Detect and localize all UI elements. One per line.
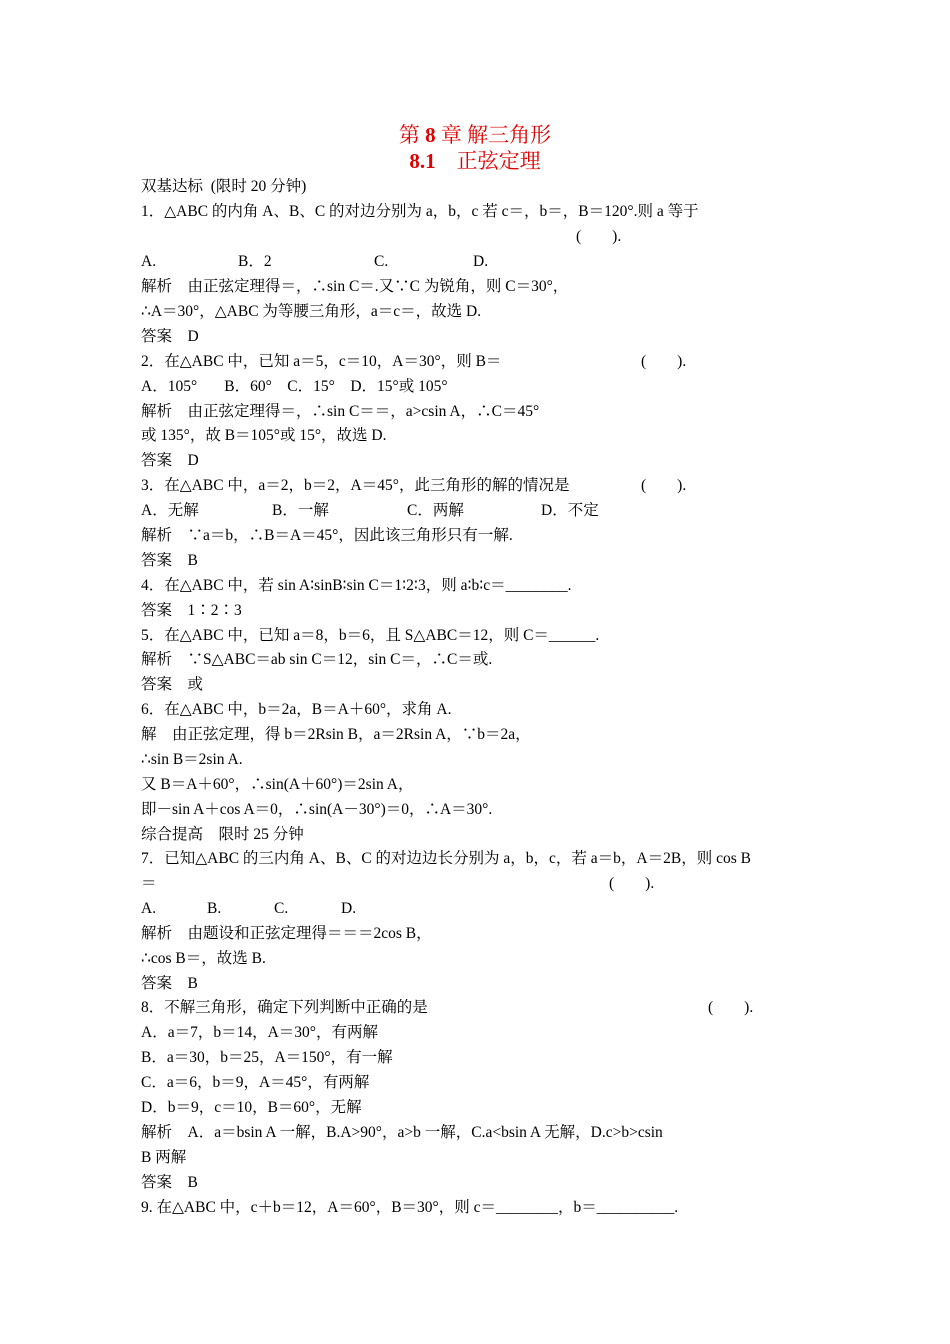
option-3d: D．不定	[541, 502, 599, 519]
option-1b: B．2	[238, 253, 272, 270]
option-8a: A．a＝7，b＝14，A＝30°，有两解	[141, 1024, 378, 1041]
analysis-8-line-2: B 两解	[141, 1149, 187, 1166]
solution-6-line-4: 即－sin A＋cos A＝0，∴sin(A－30°)＝0，∴A＝30°.	[141, 801, 493, 818]
section-heading-basic: 双基达标 (限时 20 分钟)	[141, 178, 307, 195]
analysis-7-line-2: ∴cos B＝，故选 B.	[141, 950, 266, 967]
analysis-5: 解析 ∵S△ABC＝ab sin C＝12，sin C＝，∴C＝或.	[141, 651, 493, 668]
answer-2: 答案 D	[141, 452, 199, 469]
question-9: 9. 在△ABC 中，c＋b＝12，A＝60°，B＝30°，则 c＝________，b＝__________.	[141, 1199, 679, 1216]
options-2: A．105° B．60° C．15° D．15°或 105°	[141, 378, 448, 395]
answer-bracket-1: ( ).	[576, 228, 622, 245]
chapter-title	[0, 122, 950, 148]
section-name: 正弦定理	[456, 149, 541, 173]
option-3c: C．两解	[407, 502, 464, 519]
answer-3: 答案 B	[141, 552, 198, 569]
analysis-2-line-1: 解析 由正弦定理得＝，∴sin C＝＝，a>csin A，∴C＝45°	[141, 403, 540, 420]
option-8c: C．a＝6，b＝9，A＝45°，有两解	[141, 1074, 370, 1091]
analysis-8-line-1: 解析 A．a＝bsin A 一解，B.A>90°，a>b 一解，C.a<bsin A 无解，D.c>b>csin	[141, 1124, 663, 1141]
question-1: 1．△ABC 的内角 A、B、C 的对边分别为 a，b，c 若 c＝，b＝，B＝120°.则 a 等于	[141, 203, 699, 220]
question-5: 5．在△ABC 中，已知 a＝8，b＝6，且 S△ABC＝12，则 C＝______.	[141, 627, 600, 644]
chapter-number: 8	[425, 123, 436, 147]
option-3b: B．一解	[272, 502, 329, 519]
option-7a: A.	[141, 900, 157, 917]
solution-6-line-1: 解 由正弦定理，得 b＝2Rsin B，a＝2Rsin A，∵b＝2a，	[141, 726, 531, 743]
analysis-1-line-2: ∴A＝30°，△ABC 为等腰三角形，a＝c＝，故选 D.	[141, 303, 482, 320]
option-1d: D.	[473, 253, 489, 270]
analysis-3: 解析 ∵a＝b，∴B＝A＝45°，因此该三角形只有一解.	[141, 527, 513, 544]
question-7: 7．已知△ABC 的三内角 A、B、C 的对边边长分别为 a，b，c，若 a＝b，A＝2B，则 cos B	[141, 850, 751, 867]
answer-bracket-3: ( ).	[641, 477, 687, 494]
solution-6-line-3: 又 B＝A＋60°，∴sin(A＋60°)＝2sin A，	[141, 776, 414, 793]
question-2: 2．在△ABC 中，已知 a＝5，c＝10，A＝30°，则 B＝	[141, 353, 502, 370]
section-title	[0, 148, 950, 174]
option-1a: A.	[141, 253, 157, 270]
question-6: 6．在△ABC 中，b＝2a，B＝A＋60°，求角 A.	[141, 701, 452, 718]
answer-4: 答案 1∶2∶3	[141, 602, 242, 619]
analysis-1-line-1: 解析 由正弦定理得＝，∴sin C＝.又∵C 为锐角，则 C＝30°，	[141, 278, 569, 295]
analysis-7-line-1: 解析 由题设和正弦定理得＝＝＝2cos B，	[141, 925, 432, 942]
option-7b: B.	[207, 900, 222, 917]
answer-8: 答案 B	[141, 1174, 198, 1191]
answer-bracket-7: ( ).	[609, 875, 655, 892]
question-3: 3．在△ABC 中，a＝2，b＝2，A＝45°，此三角形的解的情况是	[141, 477, 570, 494]
option-3a: A．无解	[141, 502, 199, 519]
answer-bracket-2: ( ).	[641, 353, 687, 370]
option-8b: B．a＝30，b＝25，A＝150°，有一解	[141, 1049, 393, 1066]
chapter-prefix: 第	[398, 123, 420, 147]
answer-1: 答案 D	[141, 328, 199, 345]
answer-7: 答案 B	[141, 975, 198, 992]
option-1c: C.	[374, 253, 389, 270]
question-7-cont: ＝	[141, 875, 157, 892]
section-number: 8.1	[409, 149, 436, 173]
chapter-name: 章 解三角形	[440, 123, 552, 147]
solution-6-line-2: ∴sin B＝2sin A.	[141, 751, 243, 768]
answer-bracket-8: ( ).	[708, 999, 754, 1016]
option-7d: D.	[341, 900, 357, 917]
question-8: 8．不解三角形，确定下列判断中正确的是	[141, 999, 428, 1016]
option-8d: D．b＝9，c＝10，B＝60°，无解	[141, 1099, 362, 1116]
option-7c: C.	[274, 900, 289, 917]
answer-5: 答案 或	[141, 676, 204, 693]
analysis-2-line-2: 或 135°，故 B＝105°或 15°，故选 D.	[141, 427, 387, 444]
section-heading-advanced: 综合提高 限时 25 分钟	[141, 826, 304, 843]
question-4: 4．在△ABC 中，若 sin A∶sinB∶sin C＝1∶2∶3，则 a∶b∶c＝________.	[141, 577, 572, 594]
